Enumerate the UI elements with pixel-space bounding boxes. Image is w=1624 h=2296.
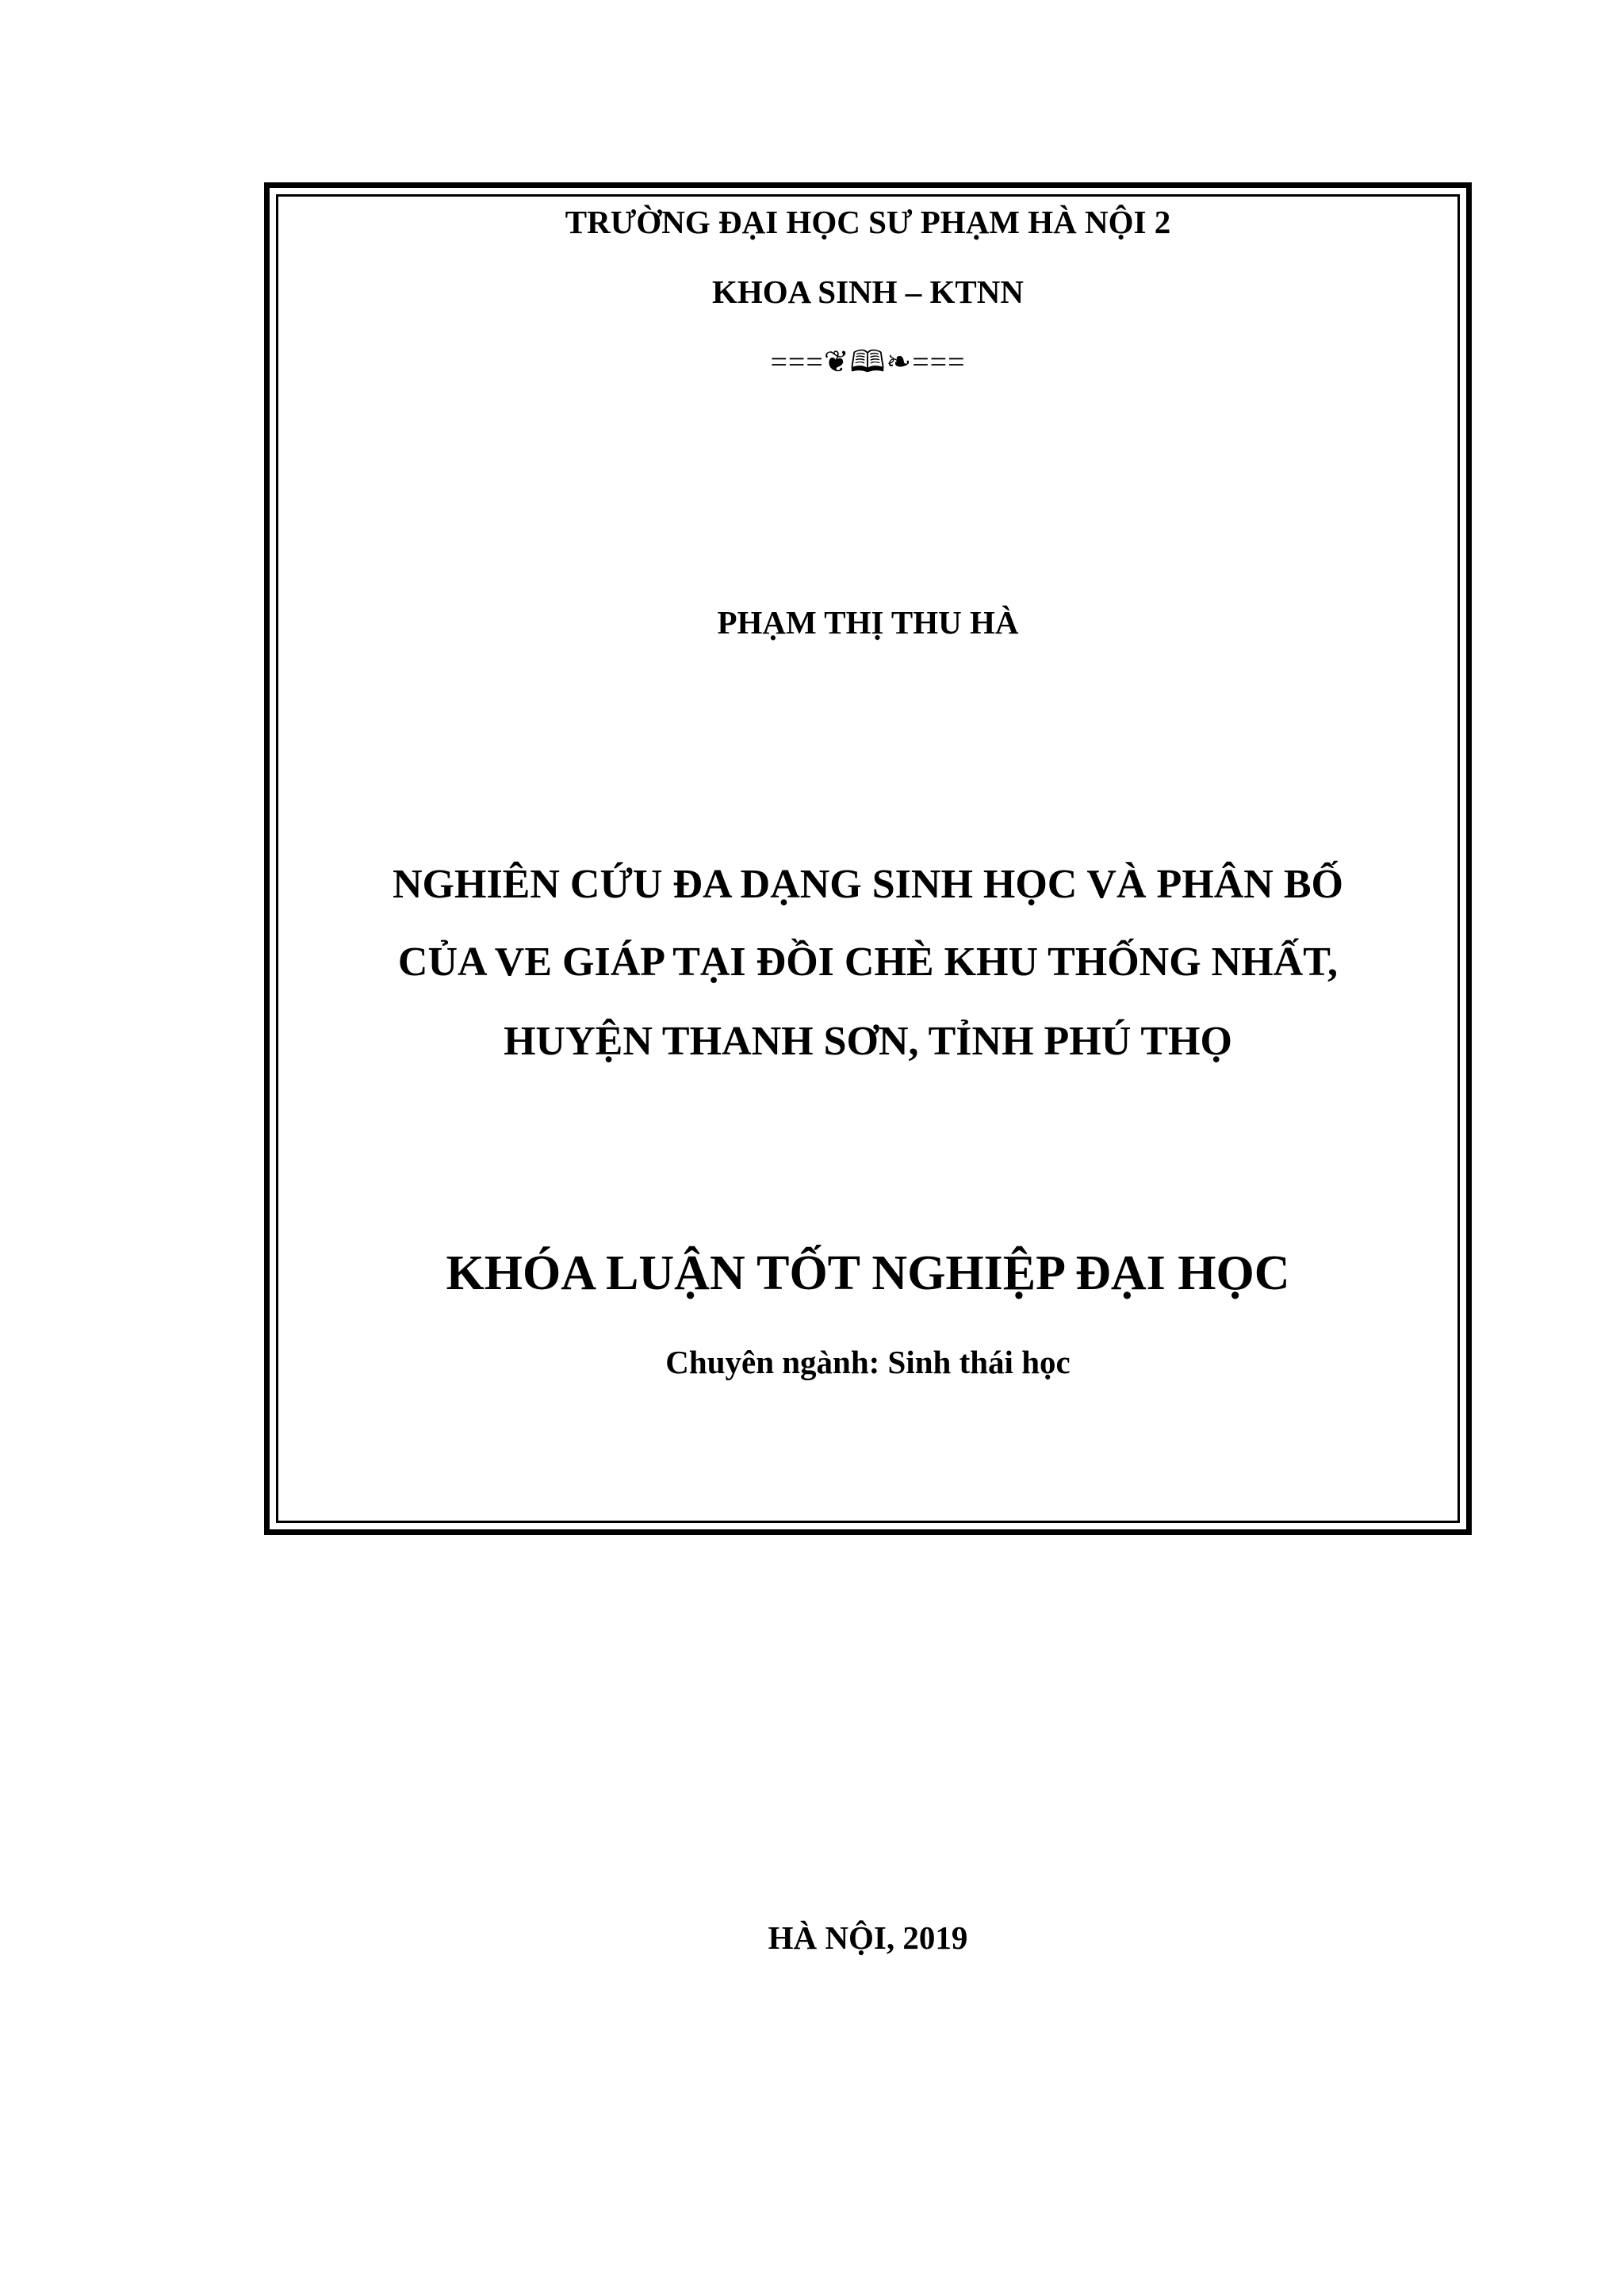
- major-label: Chuyên ngành: Sinh thái học: [665, 1344, 1071, 1380]
- cover-frame-inner: [276, 194, 1460, 1523]
- university-name: TRƯỜNG ĐẠI HỌC SƯ PHẠM HÀ NỘI 2: [565, 204, 1171, 240]
- thesis-title-line-3: HUYỆN THANH SƠN, TỈNH PHÚ THỌ: [504, 1019, 1232, 1064]
- faculty-name: KHOA SINH – KTNN: [712, 274, 1024, 310]
- thesis-title-line-1: NGHIÊN CỨU ĐA DẠNG SINH HỌC VÀ PHÂN BỐ: [393, 862, 1343, 907]
- author-name: PHẠM THỊ THU HÀ: [717, 604, 1019, 641]
- thesis-title-line-2: CỦA VE GIÁP TẠI ĐỒI CHÈ KHU THỐNG NHẤT,: [397, 939, 1339, 985]
- thesis-type: KHÓA LUẬN TỐT NGHIỆP ĐẠI HỌC: [446, 1246, 1290, 1300]
- place-and-year: HÀ NỘI, 2019: [768, 1919, 968, 1956]
- ornament-divider: ===❦🕮❧===: [770, 346, 966, 379]
